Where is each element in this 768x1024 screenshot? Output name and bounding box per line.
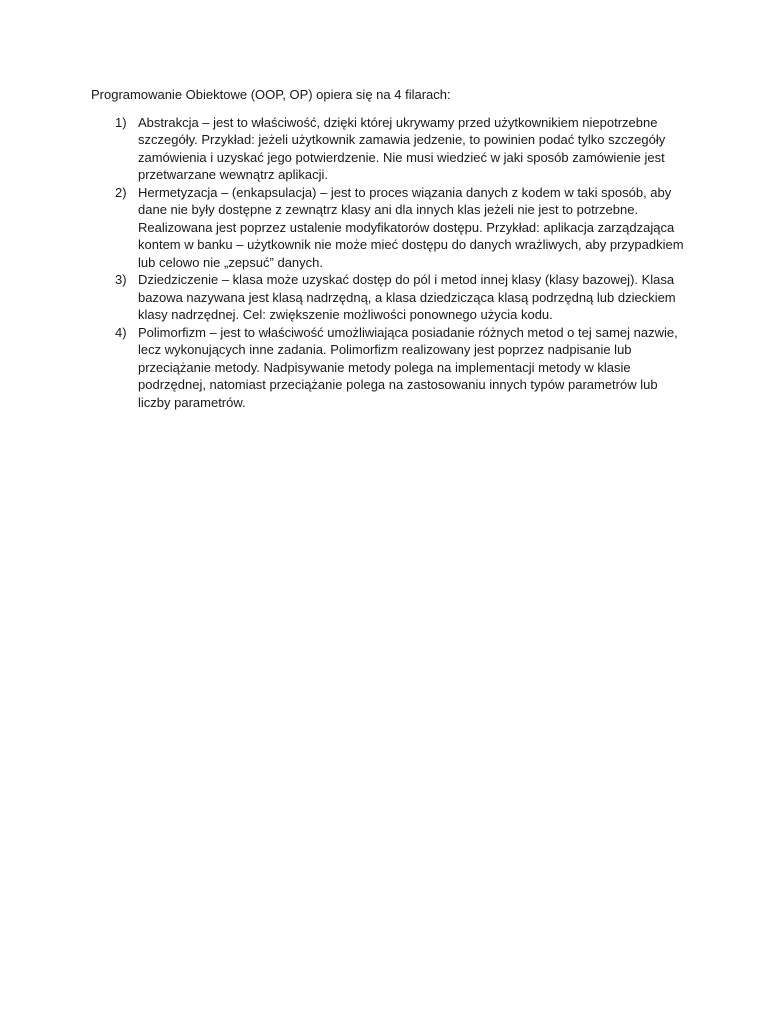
pillars-list [91, 114, 691, 412]
document-body [91, 86, 691, 411]
list-item-polymorphism [91, 324, 691, 412]
list-item-abstraction [91, 114, 691, 184]
list-item-encapsulation [91, 184, 691, 272]
list-item-text: Hermetyzacja – (enkapsulacja) – jest to proces wiązania danych z kodem w taki sposób, aby dane nie były dostępne z zewnątrz klasy ani dla innych klas jeżeli nie jest to potrzebne. Realizowana jest poprzez ustalenie modyfikatorów dostępu. Przykład: aplikacja zarządzająca kontem w banku – użytkownik nie może mieć dostępu do danych wrażliwych, aby przypadkiem lub celowo nie „zepsuć” danych. [138, 184, 684, 270]
list-item-text: Polimorfizm – jest to właściwość umożliwiająca posiadanie różnych metod o tej samej nazwie, lecz wykonujących inne zadania. Polimorfizm realizowany jest poprzez nadpisanie lub przeciążanie metody. Nadpisywanie metody polega na implementacji metody w klasie podrzędnej, natomiast przeciążanie polega na zastosowaniu innych typów parametrów lub liczby parametrów. [138, 324, 678, 410]
list-number: 4) [115, 324, 127, 340]
intro-paragraph: Programowanie Obiektowe (OOP, OP) opiera się na 4 filarach: [91, 87, 451, 102]
list-item-text: Abstrakcja – jest to właściwość, dzięki której ukrywamy przed użytkownikiem niepotrzebne szczegóły. Przykład: jeżeli użytkownik zamawia jedzenie, to powinien podać tylko szczegóły zamówienia i uzyskać jego potwierdzenie. Nie musi wiedzieć w jaki sposób zamówienie jest przetwarzane wewnątrz aplikacji. [138, 114, 666, 182]
list-number: 2) [115, 184, 127, 200]
list-number: 1) [115, 114, 127, 130]
list-number: 3) [115, 272, 127, 287]
list-item-inheritance [91, 271, 691, 324]
list-item-text: Dziedziczenie – klasa może uzyskać dostęp do pól i metod innej klasy (klasy bazowej). Klasa bazowa nazywana jest klasą nadrzędną, a klasa dziedzicząca klasą podrzędną lub dzieckiem klasy nadrzędnej. Cel: zwiększenie możliwości ponownego użycia kodu. [138, 272, 676, 322]
